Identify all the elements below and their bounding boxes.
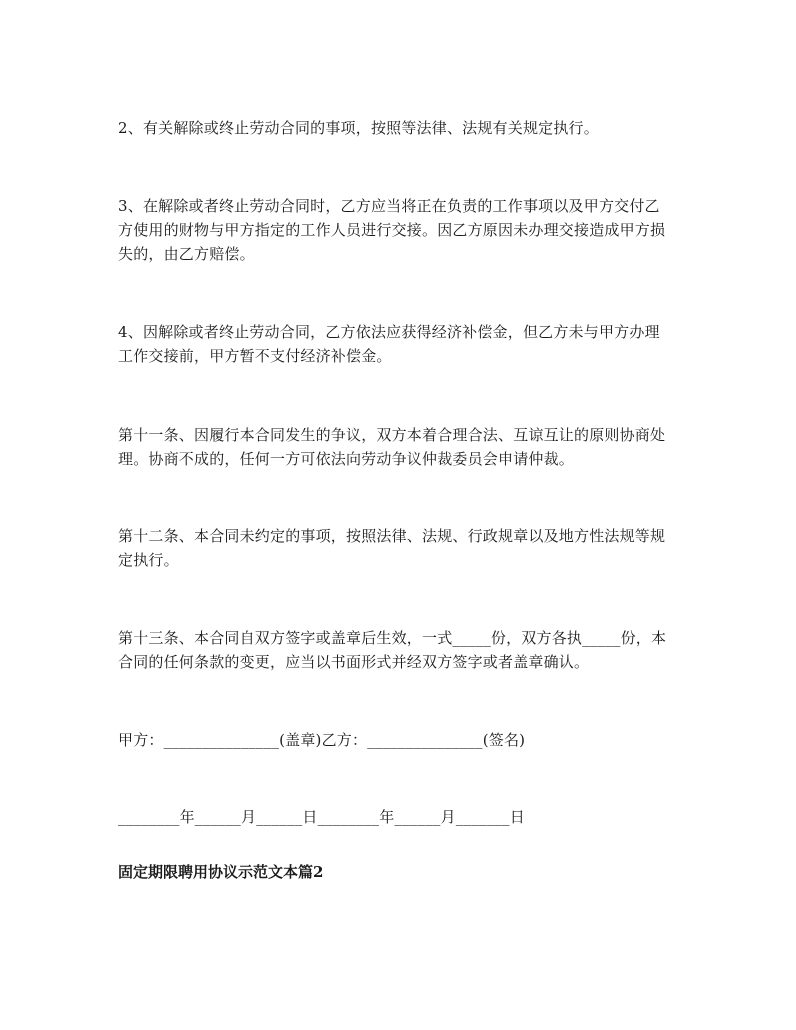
text-line: 3、在解除或者终止劳动合同时，乙方应当将正在负责的工作事项以及甲方交付乙	[118, 197, 660, 215]
text-line: 第十三条、本合同自双方签字或盖章后生效，一式_____份，双方各执_____份，本	[118, 629, 667, 647]
article-12-paragraph	[118, 524, 684, 572]
text-line: 第十二条、本合同未约定的事项，按照法律、法规、行政规章以及地方性法规等规	[118, 527, 666, 545]
text-line: 理。协商不成的，任何一方可依法向劳动争议仲裁委员会申请仲裁。	[118, 450, 575, 468]
clause-paragraph-3	[118, 194, 684, 266]
text-line: 方使用的财物与甲方指定的工作人员进行交接。因乙方原因未办理交接造成甲方损	[118, 221, 666, 239]
text-line: 4、因解除或者终止劳动合同，乙方依法应获得经济补偿金，但乙方未与甲方办理	[118, 323, 660, 341]
signature-line	[118, 728, 684, 752]
text-line: 第十一条、因履行本合同发生的争议，双方本着合理合法、互谅互让的原则协商处	[118, 426, 666, 444]
text-line: 工作交接前，甲方暂不支付经济补偿金。	[118, 347, 392, 365]
section-heading: 固定期限聘用协议示范文本篇2	[118, 863, 324, 881]
text-line: 2、有关解除或终止劳动合同的事项，按照等法律、法规有关规定执行。	[118, 119, 599, 137]
signature-text: 甲方：_______________(盖章)乙方：_______________(签名)	[118, 731, 526, 749]
date-text: ________年______月______日________年______月_______日	[118, 808, 525, 826]
clause-paragraph-2	[118, 116, 684, 140]
date-line	[118, 805, 684, 829]
text-line: 定执行。	[118, 551, 179, 569]
article-13-paragraph	[118, 626, 684, 674]
article-11-paragraph	[118, 423, 684, 471]
text-line: 失的，由乙方赔偿。	[118, 245, 255, 263]
text-line: 合同的任何条款的变更，应当以书面形式并经双方签字或者盖章确认。	[118, 653, 590, 671]
clause-paragraph-4	[118, 320, 684, 368]
